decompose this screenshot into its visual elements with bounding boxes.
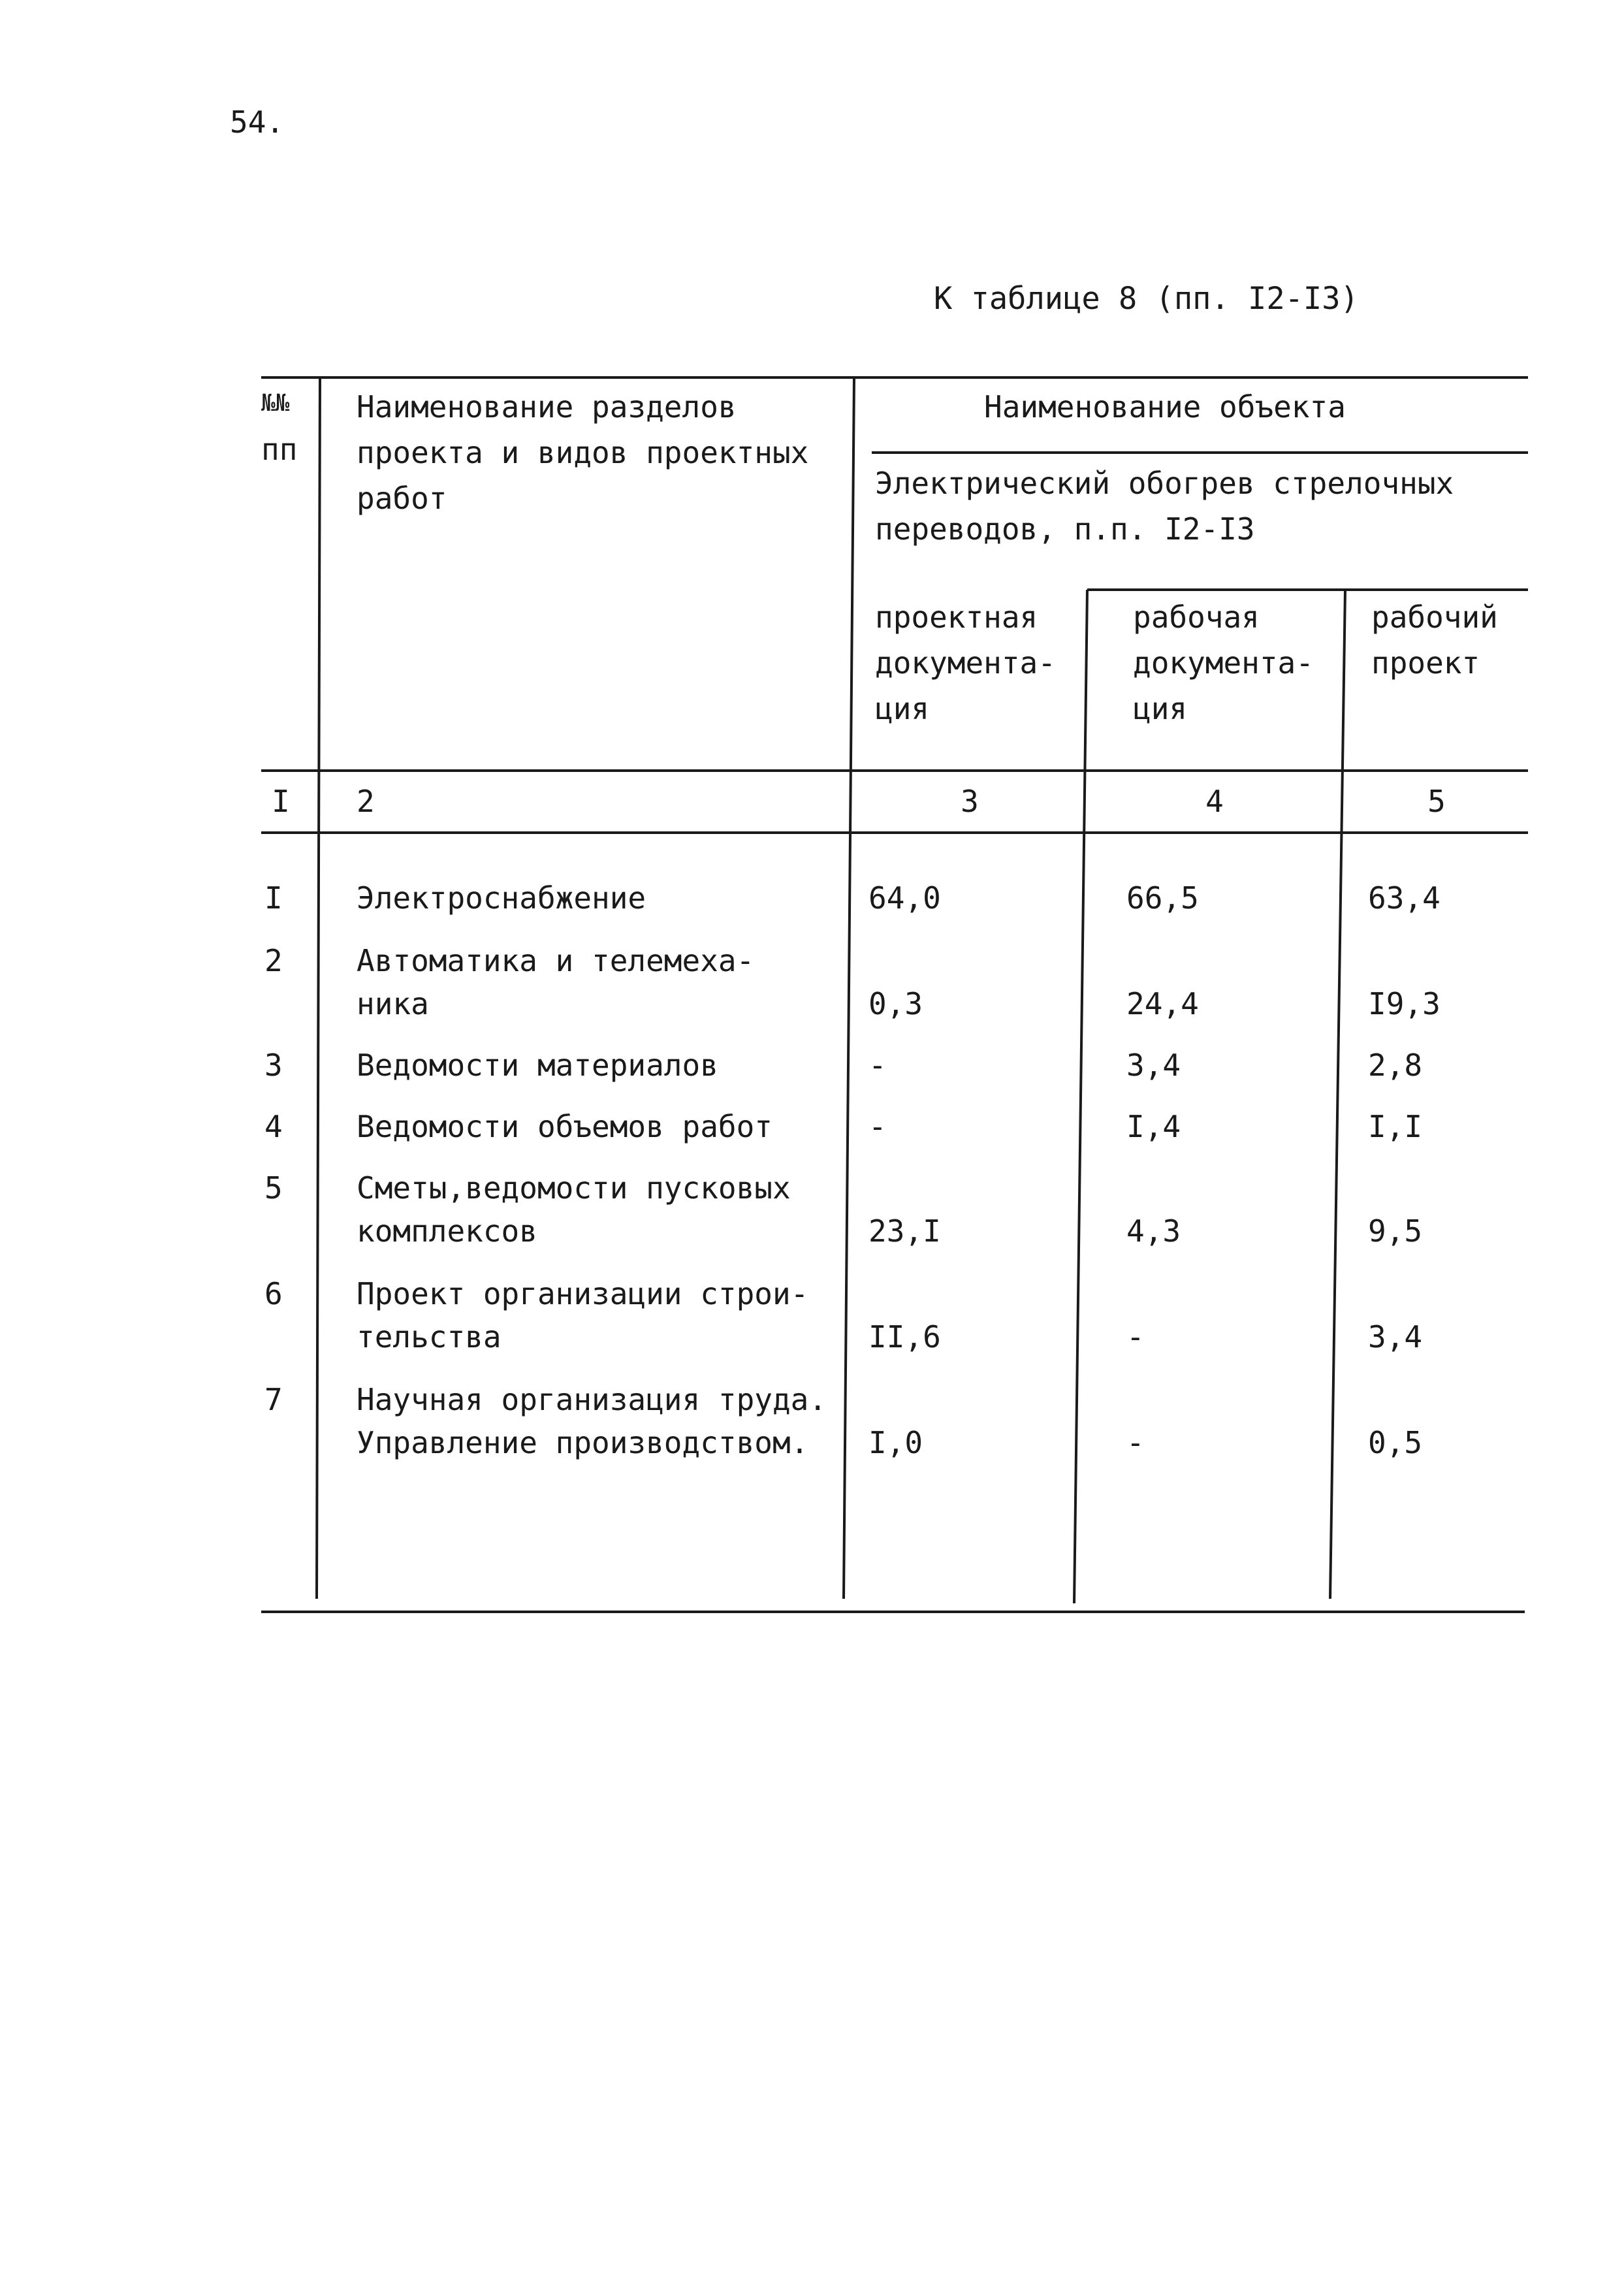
row-7-name-line-1: Научная организация труда. xyxy=(357,1382,827,1417)
row-5-value-3: 9,5 xyxy=(1368,1213,1423,1249)
row-1-value-1: 64,0 xyxy=(868,880,941,916)
row-4-number: 4 xyxy=(264,1109,283,1144)
row-3-value-3: 2,8 xyxy=(1368,1048,1423,1083)
row-3-name-line-1: Ведомости материалов xyxy=(357,1048,718,1083)
name-header-line-3: работ xyxy=(357,481,447,516)
object-header: Наименование объекта xyxy=(984,389,1346,425)
subcol-1-header-line-3: ция xyxy=(875,691,930,726)
row-2-value-3: I9,3 xyxy=(1368,986,1441,1021)
row-2-number: 2 xyxy=(264,943,283,978)
row-3-number: 3 xyxy=(264,1048,283,1083)
row-2-value-1: 0,3 xyxy=(868,986,923,1021)
row-7-value-3: 0,5 xyxy=(1368,1425,1423,1460)
object-name-line-2: переводов, п.п. I2-I3 xyxy=(875,511,1255,547)
row-1-number: I xyxy=(264,880,283,916)
column-number-4: 4 xyxy=(1205,784,1224,819)
name-header-line-2: проекта и видов проектных xyxy=(357,435,809,470)
subcol-3-header-line-2: проект xyxy=(1371,645,1480,681)
object-name-line-1: Электрический обогрев стрелочных xyxy=(875,466,1454,501)
column-number-5: 5 xyxy=(1427,784,1446,819)
row-7-value-2: - xyxy=(1126,1425,1145,1460)
row-5-name-line-2: комплексов xyxy=(357,1213,537,1249)
row-6-number: 6 xyxy=(264,1276,283,1311)
row-5-number: 5 xyxy=(264,1170,283,1206)
subcol-2-header-line-3: ция xyxy=(1133,691,1188,726)
column-divider-2 xyxy=(844,377,854,1599)
row-4-name-line-1: Ведомости объемов работ xyxy=(357,1109,772,1144)
subcol-2-header-line-2: документа- xyxy=(1133,645,1314,681)
column-number-2: 2 xyxy=(357,784,375,819)
column-divider-4 xyxy=(1330,590,1345,1599)
row-1-value-2: 66,5 xyxy=(1126,880,1199,916)
table-caption: К таблице 8 (пп. I2-I3) xyxy=(934,281,1359,317)
column-number-1: I xyxy=(272,784,290,819)
row-5-value-1: 23,I xyxy=(868,1213,941,1249)
row-1-value-3: 63,4 xyxy=(1368,880,1441,916)
row-6-value-3: 3,4 xyxy=(1368,1319,1423,1355)
row-6-value-2: - xyxy=(1126,1319,1145,1355)
column-number-3: 3 xyxy=(961,784,979,819)
row-2-value-2: 24,4 xyxy=(1126,986,1199,1021)
subcol-1-header-line-2: документа- xyxy=(875,645,1056,681)
row-2-name-line-1: Автоматика и телемеха- xyxy=(357,943,755,978)
column-divider-3 xyxy=(1074,590,1087,1603)
row-6-name-line-1: Проект организации строи- xyxy=(357,1276,809,1311)
row-5-value-2: 4,3 xyxy=(1126,1213,1181,1249)
row-3-value-2: 3,4 xyxy=(1126,1048,1181,1083)
subcol-3-header-line-1: рабочий xyxy=(1371,600,1498,635)
row-7-number: 7 xyxy=(264,1382,283,1417)
page-number: 54. xyxy=(230,104,285,140)
row-7-value-1: I,0 xyxy=(868,1425,923,1460)
row-7-name-line-2: Управление производством. xyxy=(357,1425,809,1460)
subcol-2-header-line-1: рабочая xyxy=(1133,600,1260,635)
row-4-value-1: - xyxy=(868,1109,887,1144)
num-header-line-2: пп xyxy=(261,432,298,467)
num-header-line-1: №№ xyxy=(261,390,290,417)
row-4-value-2: I,4 xyxy=(1126,1109,1181,1144)
column-divider-1 xyxy=(317,377,320,1599)
row-4-value-3: I,I xyxy=(1368,1109,1423,1144)
row-1-name-line-1: Электроснабжение xyxy=(357,880,646,916)
row-5-name-line-1: Сметы,ведомости пусковых xyxy=(357,1170,791,1206)
subcol-1-header-line-1: проектная xyxy=(875,600,1038,635)
name-header-line-1: Наименование разделов xyxy=(357,389,737,425)
row-6-name-line-2: тельства xyxy=(357,1319,502,1355)
row-3-value-1: - xyxy=(868,1048,887,1083)
row-2-name-line-2: ника xyxy=(357,986,429,1021)
row-6-value-1: II,6 xyxy=(868,1319,941,1355)
